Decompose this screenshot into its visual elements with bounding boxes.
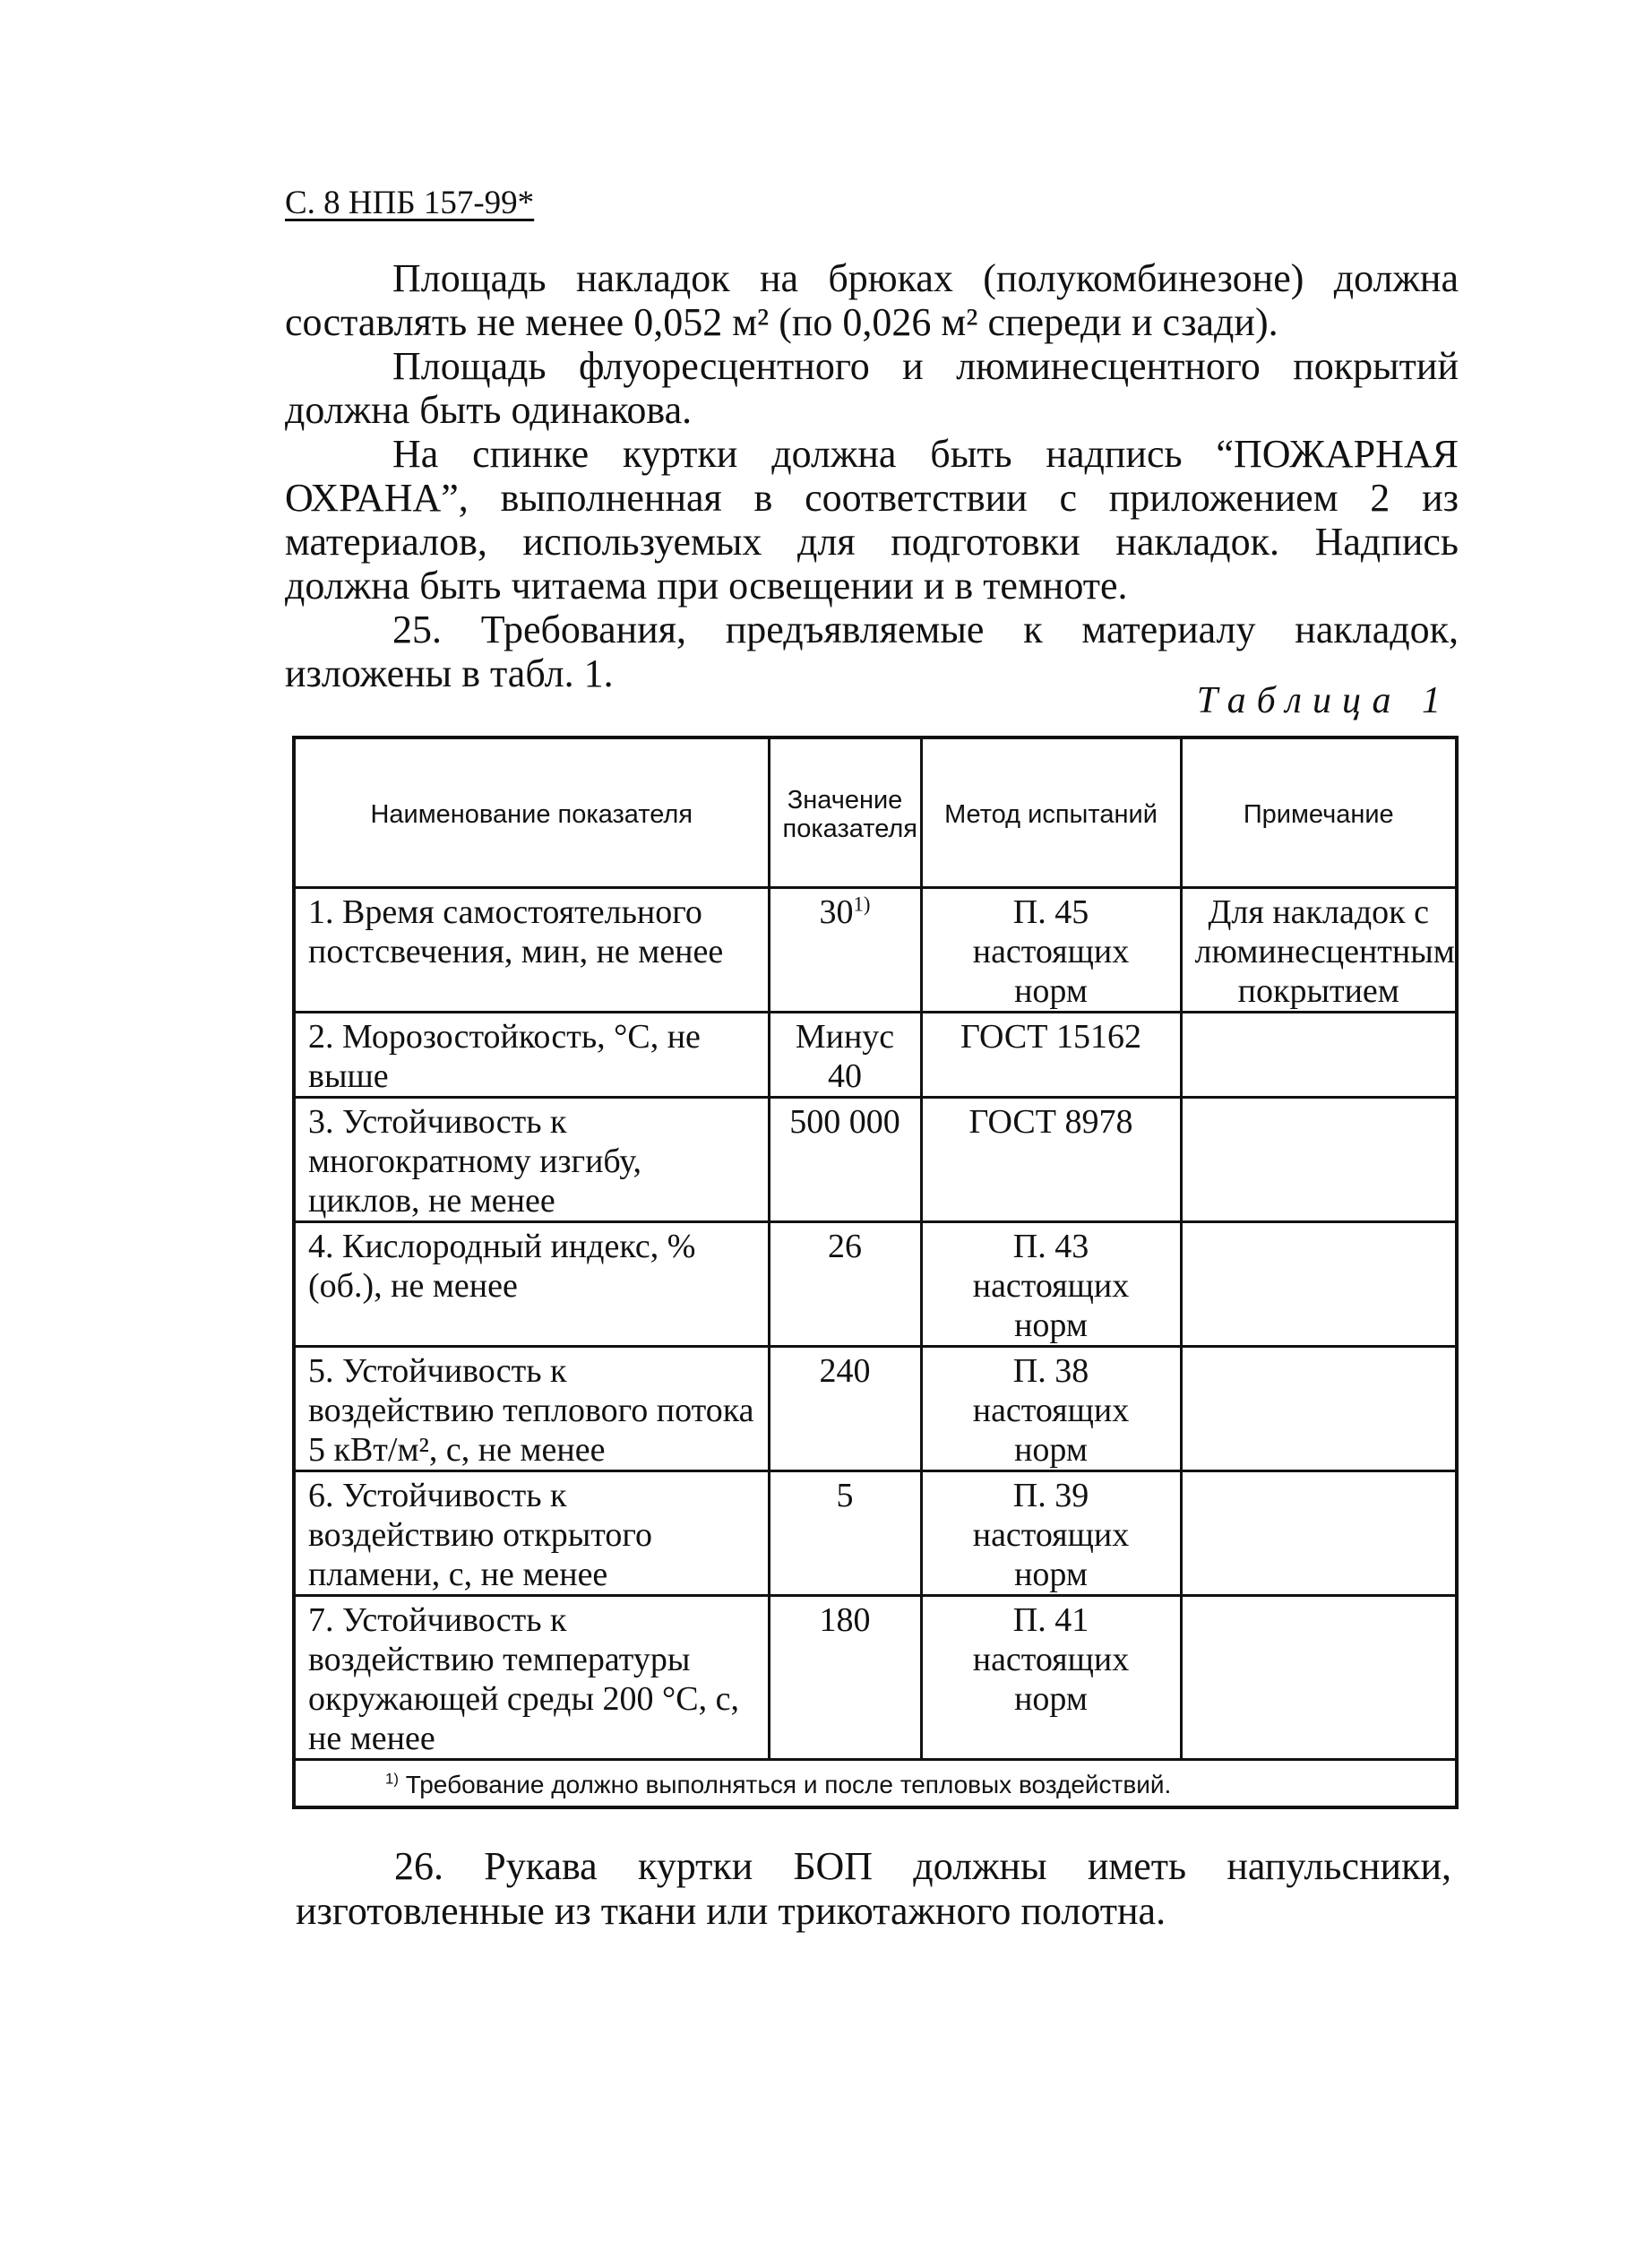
cell-value: 26 [769, 1222, 921, 1347]
cell-note [1181, 1222, 1457, 1347]
cell-note [1181, 1596, 1457, 1760]
table-footnote-row [294, 1760, 1457, 1808]
table-caption: Таблица 1 [1196, 680, 1451, 721]
table-row [294, 1098, 1457, 1222]
cell-note: Для накладок с люминесцентным покрытием [1181, 888, 1457, 1013]
header-name: Наименование показателя [294, 737, 769, 888]
table-header-row [294, 737, 1457, 888]
cell-name: 6. Устойчивость к воздействию открытого пламени, с, не менее [294, 1471, 769, 1596]
cell-value: 240 [769, 1347, 921, 1471]
running-title: С. 8 НПБ 157-99* [285, 185, 535, 221]
body-text [285, 256, 1459, 695]
paragraph-item-25: 25. Требования, предъявляемые к материалу накладок, изложены в табл. 1. [285, 608, 1459, 695]
cell-name: 5. Устойчивость к воздействию теплового потока 5 кВт/м², с, не менее [294, 1347, 769, 1471]
table-row [294, 1347, 1457, 1471]
cell-method: ГОСТ 15162 [921, 1013, 1181, 1098]
cell-method: П. 43 настоящих норм [921, 1222, 1181, 1347]
table-row [294, 1222, 1457, 1347]
cell-method: П. 41 настоящих норм [921, 1596, 1181, 1760]
cell-name: 3. Устойчивость к многократному изгибу, циклов, не менее [294, 1098, 769, 1222]
cell-name: 4. Кислородный индекс, % (об.), не менее [294, 1222, 769, 1347]
footnote-mark: 1) [385, 1770, 399, 1788]
cell-note [1181, 1347, 1457, 1471]
header-value: Значение показателя [769, 737, 921, 888]
cell-name: 7. Устойчивость к воздействию температуры окружающей среды 200 °С, с, не менее [294, 1596, 769, 1760]
cell-method: П. 38 настоящих норм [921, 1347, 1181, 1471]
paragraph-inscription: На спинке куртки должна быть надпись “ПОЖАРНАЯ ОХРАНА”, выполненная в соответствии с приложением 2 из материалов, используемых для подготовки накладок. Надпись должна быть читаема при освещении и в темноте. [285, 432, 1459, 608]
table-row [294, 1013, 1457, 1098]
cell-value: 180 [769, 1596, 921, 1760]
table-row [294, 888, 1457, 1013]
cell-value: 5 [769, 1471, 921, 1596]
cell-note [1181, 1471, 1457, 1596]
cell-value [769, 888, 921, 1013]
table-row [294, 1596, 1457, 1760]
cell-value: Минус 40 [769, 1013, 921, 1098]
paragraph-item-26: 26. Рукава куртки БОП должны иметь напульсники, изготовленные из ткани или трикотажного полотна. [296, 1844, 1451, 1933]
table-row [294, 1471, 1457, 1596]
cell-note [1181, 1013, 1457, 1098]
cell-value: 500 000 [769, 1098, 921, 1222]
cell-note [1181, 1098, 1457, 1222]
cell-name: 1. Время самостоятельного постсвечения, мин, не менее [294, 888, 769, 1013]
requirements-table [292, 736, 1459, 1809]
paragraph-coating-equal: Площадь флуоресцентного и люминесцентного покрытий должна быть одинакова. [285, 344, 1459, 432]
paragraph-overlay-area: Площадь накладок на брюках (полукомбинезоне) должна составлять не менее 0,052 м² (по 0,026 м² спереди и сзади). [285, 256, 1459, 344]
header-note: Примечание [1181, 737, 1457, 888]
cell-name: 2. Морозостойкость, °С, не выше [294, 1013, 769, 1098]
cell-method: П. 39 настоящих норм [921, 1471, 1181, 1596]
table-footnote [294, 1760, 1457, 1808]
value-text: 30 [819, 893, 854, 931]
footnote-text: Требование должно выполняться и после тепловых воздействий. [398, 1771, 1172, 1798]
footnote-ref: 1) [853, 893, 871, 916]
cell-method: П. 45 настоящих норм [921, 888, 1181, 1013]
header-method: Метод испытаний [921, 737, 1181, 888]
closing-text [296, 1844, 1451, 1934]
cell-method: ГОСТ 8978 [921, 1098, 1181, 1222]
